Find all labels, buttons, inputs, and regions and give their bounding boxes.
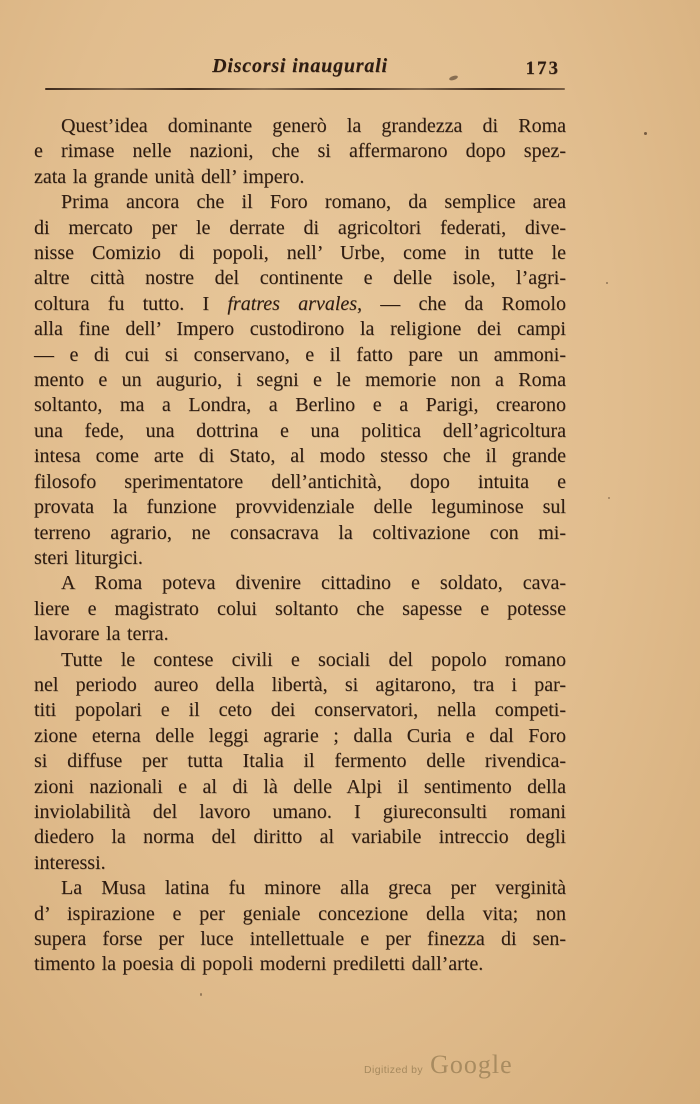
text-line: Quest’idea dominante generò la grandezza di Roma xyxy=(61,115,566,137)
header-rule xyxy=(45,88,565,90)
paragraph xyxy=(34,648,566,877)
text-line: provata la funzione provvidenziale delle leguminose sul xyxy=(34,496,566,519)
text-line: mento e un augurio, i segni e le memorie non a Roma xyxy=(34,369,566,392)
text-line: intesa come arte di Stato, al modo stesso che il grande xyxy=(34,445,566,468)
text-line: e rimase nelle nazioni, che si affermarono dopo spez- xyxy=(34,140,566,163)
text-block xyxy=(34,114,566,978)
paragraph xyxy=(34,114,566,190)
text-line: — e di cui si conservano, e il fatto pare un ammoni- xyxy=(34,343,566,366)
text-line: una fede, una dottrina e una politica dell’agricoltura xyxy=(34,419,566,442)
page-header xyxy=(34,55,566,83)
running-title: Discorsi inaugurali xyxy=(212,55,388,77)
paragraph xyxy=(34,876,566,978)
scan-speck xyxy=(200,993,202,996)
text-line: supera forse per luce intellettuale e per finezza di sen- xyxy=(34,928,566,950)
text-line: diedero la norma del diritto al variabile intreccio degli xyxy=(34,826,566,849)
text-line: interessi. xyxy=(34,851,106,874)
text-line: Prima ancora che il Foro romano, da semplice area xyxy=(61,191,566,214)
text-line: lavorare la terra. xyxy=(34,623,169,646)
text-line: zata la grande unità dell’ impero. xyxy=(34,165,305,188)
text-line: d’ ispirazione e per geniale concezione della vita; non xyxy=(34,902,566,925)
text-line: coltura fu tutto. I fratres arvales, — che da Romolo xyxy=(34,292,566,315)
text-line: inviolabilità del lavoro umano. I giureconsulti romani xyxy=(34,800,566,823)
text-line: alla fine dell’ Impero custodirono la religione dei campi xyxy=(34,318,566,341)
text-line: timento la poesia di popoli moderni prediletti dall’arte. xyxy=(34,953,484,976)
text-line: filosofo sperimentatore dell’antichità, dopo intuita e xyxy=(34,470,566,493)
text-line: A Roma poteva divenire cittadino e soldato, cava- xyxy=(61,572,566,595)
text-line: Tutte le contese civili e sociali del popolo romano xyxy=(61,648,566,671)
page-number: 173 xyxy=(525,58,560,79)
text-line: La Musa latina fu minore alla greca per verginità xyxy=(61,877,566,900)
google-watermark xyxy=(364,1050,513,1080)
text-line: nisse Comizio di popoli, nell’ Urbe, come in tutte le xyxy=(34,242,566,265)
text-line: zioni nazionali e al di là delle Alpi il sentimento della xyxy=(34,775,566,798)
scan-speck xyxy=(644,132,647,135)
google-logo: Google xyxy=(430,1050,513,1079)
text-line: si diffuse per tutta Italia il fermento delle rivendica- xyxy=(34,750,566,773)
digitized-by-label: Digitized by xyxy=(364,1064,424,1076)
text-line: zione eterna delle leggi agrarie ; dalla Curia e dal Foro xyxy=(34,724,566,747)
text-line: titi popolari e il ceto dei conservatori, nella competi- xyxy=(34,699,566,722)
text-line: liere e magistrato colui soltanto che sapesse e potesse xyxy=(34,597,566,620)
text-line: nel periodo aureo della libertà, si agitarono, tra i par- xyxy=(34,673,566,696)
text-line: soltanto, ma a Londra, a Berlino e a Parigi, crearono xyxy=(34,394,566,417)
text-line: di mercato per le derrate di agricoltori federati, dive- xyxy=(34,216,566,239)
paragraph xyxy=(34,190,566,571)
scan-speck xyxy=(608,497,610,499)
text-line: steri liturgici. xyxy=(34,546,143,569)
text-line: altre città nostre del continente e delle isole, l’agri- xyxy=(34,267,566,290)
text-line: terreno agrario, ne consacrava la coltivazione con mi- xyxy=(34,521,566,544)
scan-speck xyxy=(606,282,608,284)
paragraph xyxy=(34,571,566,647)
